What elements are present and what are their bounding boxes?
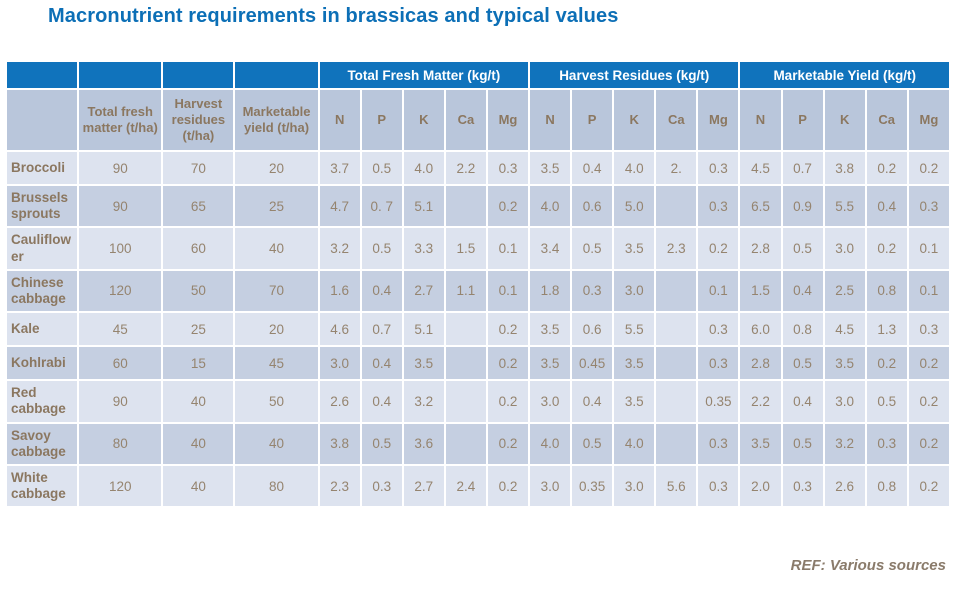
table-row (6, 423, 950, 465)
cell-value: 3.2 (403, 380, 445, 422)
cell-value: 70 (162, 151, 234, 185)
table-row (6, 270, 950, 312)
cell-value: 5.5 (824, 185, 866, 227)
cell-value: 6.5 (739, 185, 781, 227)
cell-value: 120 (78, 465, 162, 507)
cell-value: 1.8 (529, 270, 571, 312)
cell-value: 2.8 (739, 227, 781, 269)
blank-header-cell (78, 61, 162, 89)
group-header-harvest-residues: Harvest Residues (kg/t) (529, 61, 739, 89)
cell-value: 2.6 (319, 380, 361, 422)
cell-value: 3.5 (613, 227, 655, 269)
cell-value: 2.7 (403, 465, 445, 507)
cell-value: 4.5 (824, 312, 866, 346)
cell-value: 0.1 (908, 270, 950, 312)
cell-value: 5.5 (613, 312, 655, 346)
cell-value: 0.3 (697, 465, 739, 507)
cell-value: 0.1 (697, 270, 739, 312)
nutrient-header: K (824, 89, 866, 151)
cell-value: 0.4 (782, 270, 824, 312)
nutrient-header: Mg (487, 89, 529, 151)
cell-value: 0.1 (908, 227, 950, 269)
cell-value: 3.0 (529, 465, 571, 507)
cell-value: 0.2 (866, 227, 908, 269)
cell-value: 3.3 (403, 227, 445, 269)
cell-value (445, 312, 487, 346)
cell-value: 80 (234, 465, 318, 507)
cell-value (445, 423, 487, 465)
cell-value: 100 (78, 227, 162, 269)
cell-value: 25 (162, 312, 234, 346)
cell-value: 40 (234, 227, 318, 269)
cell-value: 0.3 (697, 423, 739, 465)
cell-value: 4.0 (529, 423, 571, 465)
cell-value: 4.0 (403, 151, 445, 185)
cell-value: 0.4 (361, 346, 403, 380)
row-label: Broccoli (6, 151, 78, 185)
nutrient-header: K (613, 89, 655, 151)
cell-value: 2.6 (824, 465, 866, 507)
cell-value: 0.5 (782, 227, 824, 269)
cell-value: 4.5 (739, 151, 781, 185)
cell-value: 0.6 (571, 185, 613, 227)
cell-value: 0.5 (782, 423, 824, 465)
nutrient-header: Mg (908, 89, 950, 151)
table-row (6, 312, 950, 346)
cell-value: 2.3 (655, 227, 697, 269)
cell-value: 3.5 (403, 346, 445, 380)
cell-value: 45 (234, 346, 318, 380)
cell-value: 0.35 (697, 380, 739, 422)
cell-value: 3.0 (319, 346, 361, 380)
cell-value: 3.0 (824, 380, 866, 422)
cell-value: 0.2 (487, 423, 529, 465)
cell-value: 1.1 (445, 270, 487, 312)
cell-value (655, 312, 697, 346)
cell-value: 0.8 (866, 270, 908, 312)
cell-value: 90 (78, 185, 162, 227)
cell-value: 0.4 (361, 270, 403, 312)
sub-header-total-fresh-matter: Total fresh matter (t/ha) (78, 89, 162, 151)
cell-value (655, 380, 697, 422)
cell-value: 4.0 (613, 151, 655, 185)
table-row (6, 227, 950, 269)
nutrient-header: N (739, 89, 781, 151)
cell-value: 4.0 (613, 423, 655, 465)
nutrient-header: Mg (697, 89, 739, 151)
cell-value: 5.1 (403, 312, 445, 346)
cell-value: 3.5 (824, 346, 866, 380)
row-label: Savoy cabbage (6, 423, 78, 465)
nutrient-header: P (782, 89, 824, 151)
cell-value: 0.4 (571, 151, 613, 185)
table-row (6, 380, 950, 422)
blank-header-cell (234, 61, 318, 89)
cell-value: 0.5 (571, 423, 613, 465)
row-label: Brussels sprouts (6, 185, 78, 227)
cell-value: 0.35 (571, 465, 613, 507)
cell-value: 0.3 (908, 312, 950, 346)
cell-value: 40 (162, 465, 234, 507)
cell-value: 0.4 (782, 380, 824, 422)
cell-value: 3.5 (739, 423, 781, 465)
cell-value: 40 (234, 423, 318, 465)
cell-value: 0.4 (866, 185, 908, 227)
cell-value: 0.5 (782, 346, 824, 380)
cell-value: 2.2 (739, 380, 781, 422)
cell-value: 0.2 (908, 346, 950, 380)
table-row (6, 465, 950, 507)
cell-value: 3.4 (529, 227, 571, 269)
sub-header-marketable-yield: Marketable yield (t/ha) (234, 89, 318, 151)
cell-value: 90 (78, 151, 162, 185)
cell-value: 2.8 (739, 346, 781, 380)
cell-value: 0.3 (908, 185, 950, 227)
cell-value: 3.2 (319, 227, 361, 269)
cell-value: 5.1 (403, 185, 445, 227)
cell-value: 25 (234, 185, 318, 227)
cell-value: 0.7 (782, 151, 824, 185)
cell-value: 5.6 (655, 465, 697, 507)
cell-value: 0.45 (571, 346, 613, 380)
cell-value: 70 (234, 270, 318, 312)
corner-cell (6, 61, 78, 89)
cell-value: 4.6 (319, 312, 361, 346)
cell-value: 3.8 (824, 151, 866, 185)
cell-value: 4.7 (319, 185, 361, 227)
cell-value: 1.6 (319, 270, 361, 312)
cell-value: 20 (234, 151, 318, 185)
cell-value: 3.5 (529, 312, 571, 346)
cell-value: 0.1 (487, 270, 529, 312)
page-title: Macronutrient requirements in brassicas and typical values (48, 5, 619, 27)
cell-value: 0.3 (361, 465, 403, 507)
macronutrient-table (5, 60, 951, 508)
sub-header-harvest-residues: Harvest residues (t/ha) (162, 89, 234, 151)
row-label: Red cabbage (6, 380, 78, 422)
cell-value: 0.2 (487, 346, 529, 380)
cell-value: 1.5 (445, 227, 487, 269)
cell-value: 0.5 (866, 380, 908, 422)
row-label: Cauliflower (6, 227, 78, 269)
cell-value: 60 (162, 227, 234, 269)
cell-value: 2.2 (445, 151, 487, 185)
cell-value (445, 346, 487, 380)
group-header-total-fresh-matter: Total Fresh Matter (kg/t) (319, 61, 529, 89)
nutrient-header: N (529, 89, 571, 151)
cell-value: 3.5 (529, 151, 571, 185)
cell-value: 3.2 (824, 423, 866, 465)
cell-value: 0.8 (782, 312, 824, 346)
cell-value: 0.5 (361, 151, 403, 185)
cell-value: 1.5 (739, 270, 781, 312)
cell-value: 3.0 (613, 465, 655, 507)
cell-value: 0.3 (697, 185, 739, 227)
cell-value: 15 (162, 346, 234, 380)
cell-value: 0.2 (487, 380, 529, 422)
row-label: Kohlrabi (6, 346, 78, 380)
cell-value: 3.5 (613, 380, 655, 422)
nutrient-header: Ca (866, 89, 908, 151)
cell-value: 0.1 (487, 227, 529, 269)
cell-value: 0.2 (908, 423, 950, 465)
blank-header-cell (162, 61, 234, 89)
table-row (6, 151, 950, 185)
nutrient-header: P (361, 89, 403, 151)
table-row (6, 185, 950, 227)
cell-value: 3.7 (319, 151, 361, 185)
cell-value: 0.4 (571, 380, 613, 422)
cell-value: 0.2 (866, 346, 908, 380)
nutrient-header: Ca (445, 89, 487, 151)
cell-value (655, 270, 697, 312)
nutrient-header: Ca (655, 89, 697, 151)
cell-value: 3.0 (529, 380, 571, 422)
cell-value: 3.5 (613, 346, 655, 380)
cell-value: 40 (162, 380, 234, 422)
cell-value: 50 (162, 270, 234, 312)
cell-value: 2.7 (403, 270, 445, 312)
cell-value: 0.6 (571, 312, 613, 346)
cell-value: 20 (234, 312, 318, 346)
cell-value: 0.3 (697, 312, 739, 346)
table-body (6, 151, 950, 507)
cell-value: 40 (162, 423, 234, 465)
group-header-marketable-yield: Marketable Yield (kg/t) (739, 61, 950, 89)
cell-value: 2.0 (739, 465, 781, 507)
cell-value: 0.4 (361, 380, 403, 422)
cell-value (655, 185, 697, 227)
cell-value: 3.6 (403, 423, 445, 465)
nutrient-header: N (319, 89, 361, 151)
cell-value: 2. (655, 151, 697, 185)
nutrient-header: K (403, 89, 445, 151)
cell-value: 6.0 (739, 312, 781, 346)
cell-value: 65 (162, 185, 234, 227)
cell-value: 0.2 (908, 465, 950, 507)
row-label: Kale (6, 312, 78, 346)
cell-value: 0.8 (866, 465, 908, 507)
cell-value: 0.3 (697, 151, 739, 185)
cell-value: 0.2 (487, 185, 529, 227)
cell-value: 3.5 (529, 346, 571, 380)
sub-header-row (6, 89, 950, 151)
cell-value: 0.3 (487, 151, 529, 185)
cell-value: 0.2 (487, 312, 529, 346)
cell-value: 4.0 (529, 185, 571, 227)
cell-value: 0.9 (782, 185, 824, 227)
cell-value (445, 185, 487, 227)
cell-value: 0.2 (908, 151, 950, 185)
group-header-row (6, 61, 950, 89)
cell-value: 1.3 (866, 312, 908, 346)
cell-value: 3.0 (824, 227, 866, 269)
cell-value: 60 (78, 346, 162, 380)
cell-value: 80 (78, 423, 162, 465)
cell-value: 0.3 (571, 270, 613, 312)
cell-value: 120 (78, 270, 162, 312)
cell-value: 0.5 (571, 227, 613, 269)
reference-note: REF: Various sources (790, 557, 946, 574)
cell-value: 0.3 (866, 423, 908, 465)
cell-value: 0.3 (697, 346, 739, 380)
cell-value: 0.5 (361, 423, 403, 465)
cell-value: 0.3 (782, 465, 824, 507)
cell-value: 2.3 (319, 465, 361, 507)
row-label: White cabbage (6, 465, 78, 507)
cell-value: 45 (78, 312, 162, 346)
cell-value: 2.4 (445, 465, 487, 507)
cell-value (655, 423, 697, 465)
cell-value: 0.2 (866, 151, 908, 185)
cell-value: 0.2 (908, 380, 950, 422)
cell-value (445, 380, 487, 422)
cell-value: 2.5 (824, 270, 866, 312)
cell-value: 3.8 (319, 423, 361, 465)
cell-value: 0. 7 (361, 185, 403, 227)
cell-value: 5.0 (613, 185, 655, 227)
cell-value: 50 (234, 380, 318, 422)
table-row (6, 346, 950, 380)
cell-value: 0.5 (361, 227, 403, 269)
cell-value: 0.7 (361, 312, 403, 346)
cell-value: 90 (78, 380, 162, 422)
cell-value: 3.0 (613, 270, 655, 312)
sub-header-empty (6, 89, 78, 151)
nutrient-header: P (571, 89, 613, 151)
cell-value (655, 346, 697, 380)
row-label: Chinese cabbage (6, 270, 78, 312)
cell-value: 0.2 (487, 465, 529, 507)
cell-value: 0.2 (697, 227, 739, 269)
